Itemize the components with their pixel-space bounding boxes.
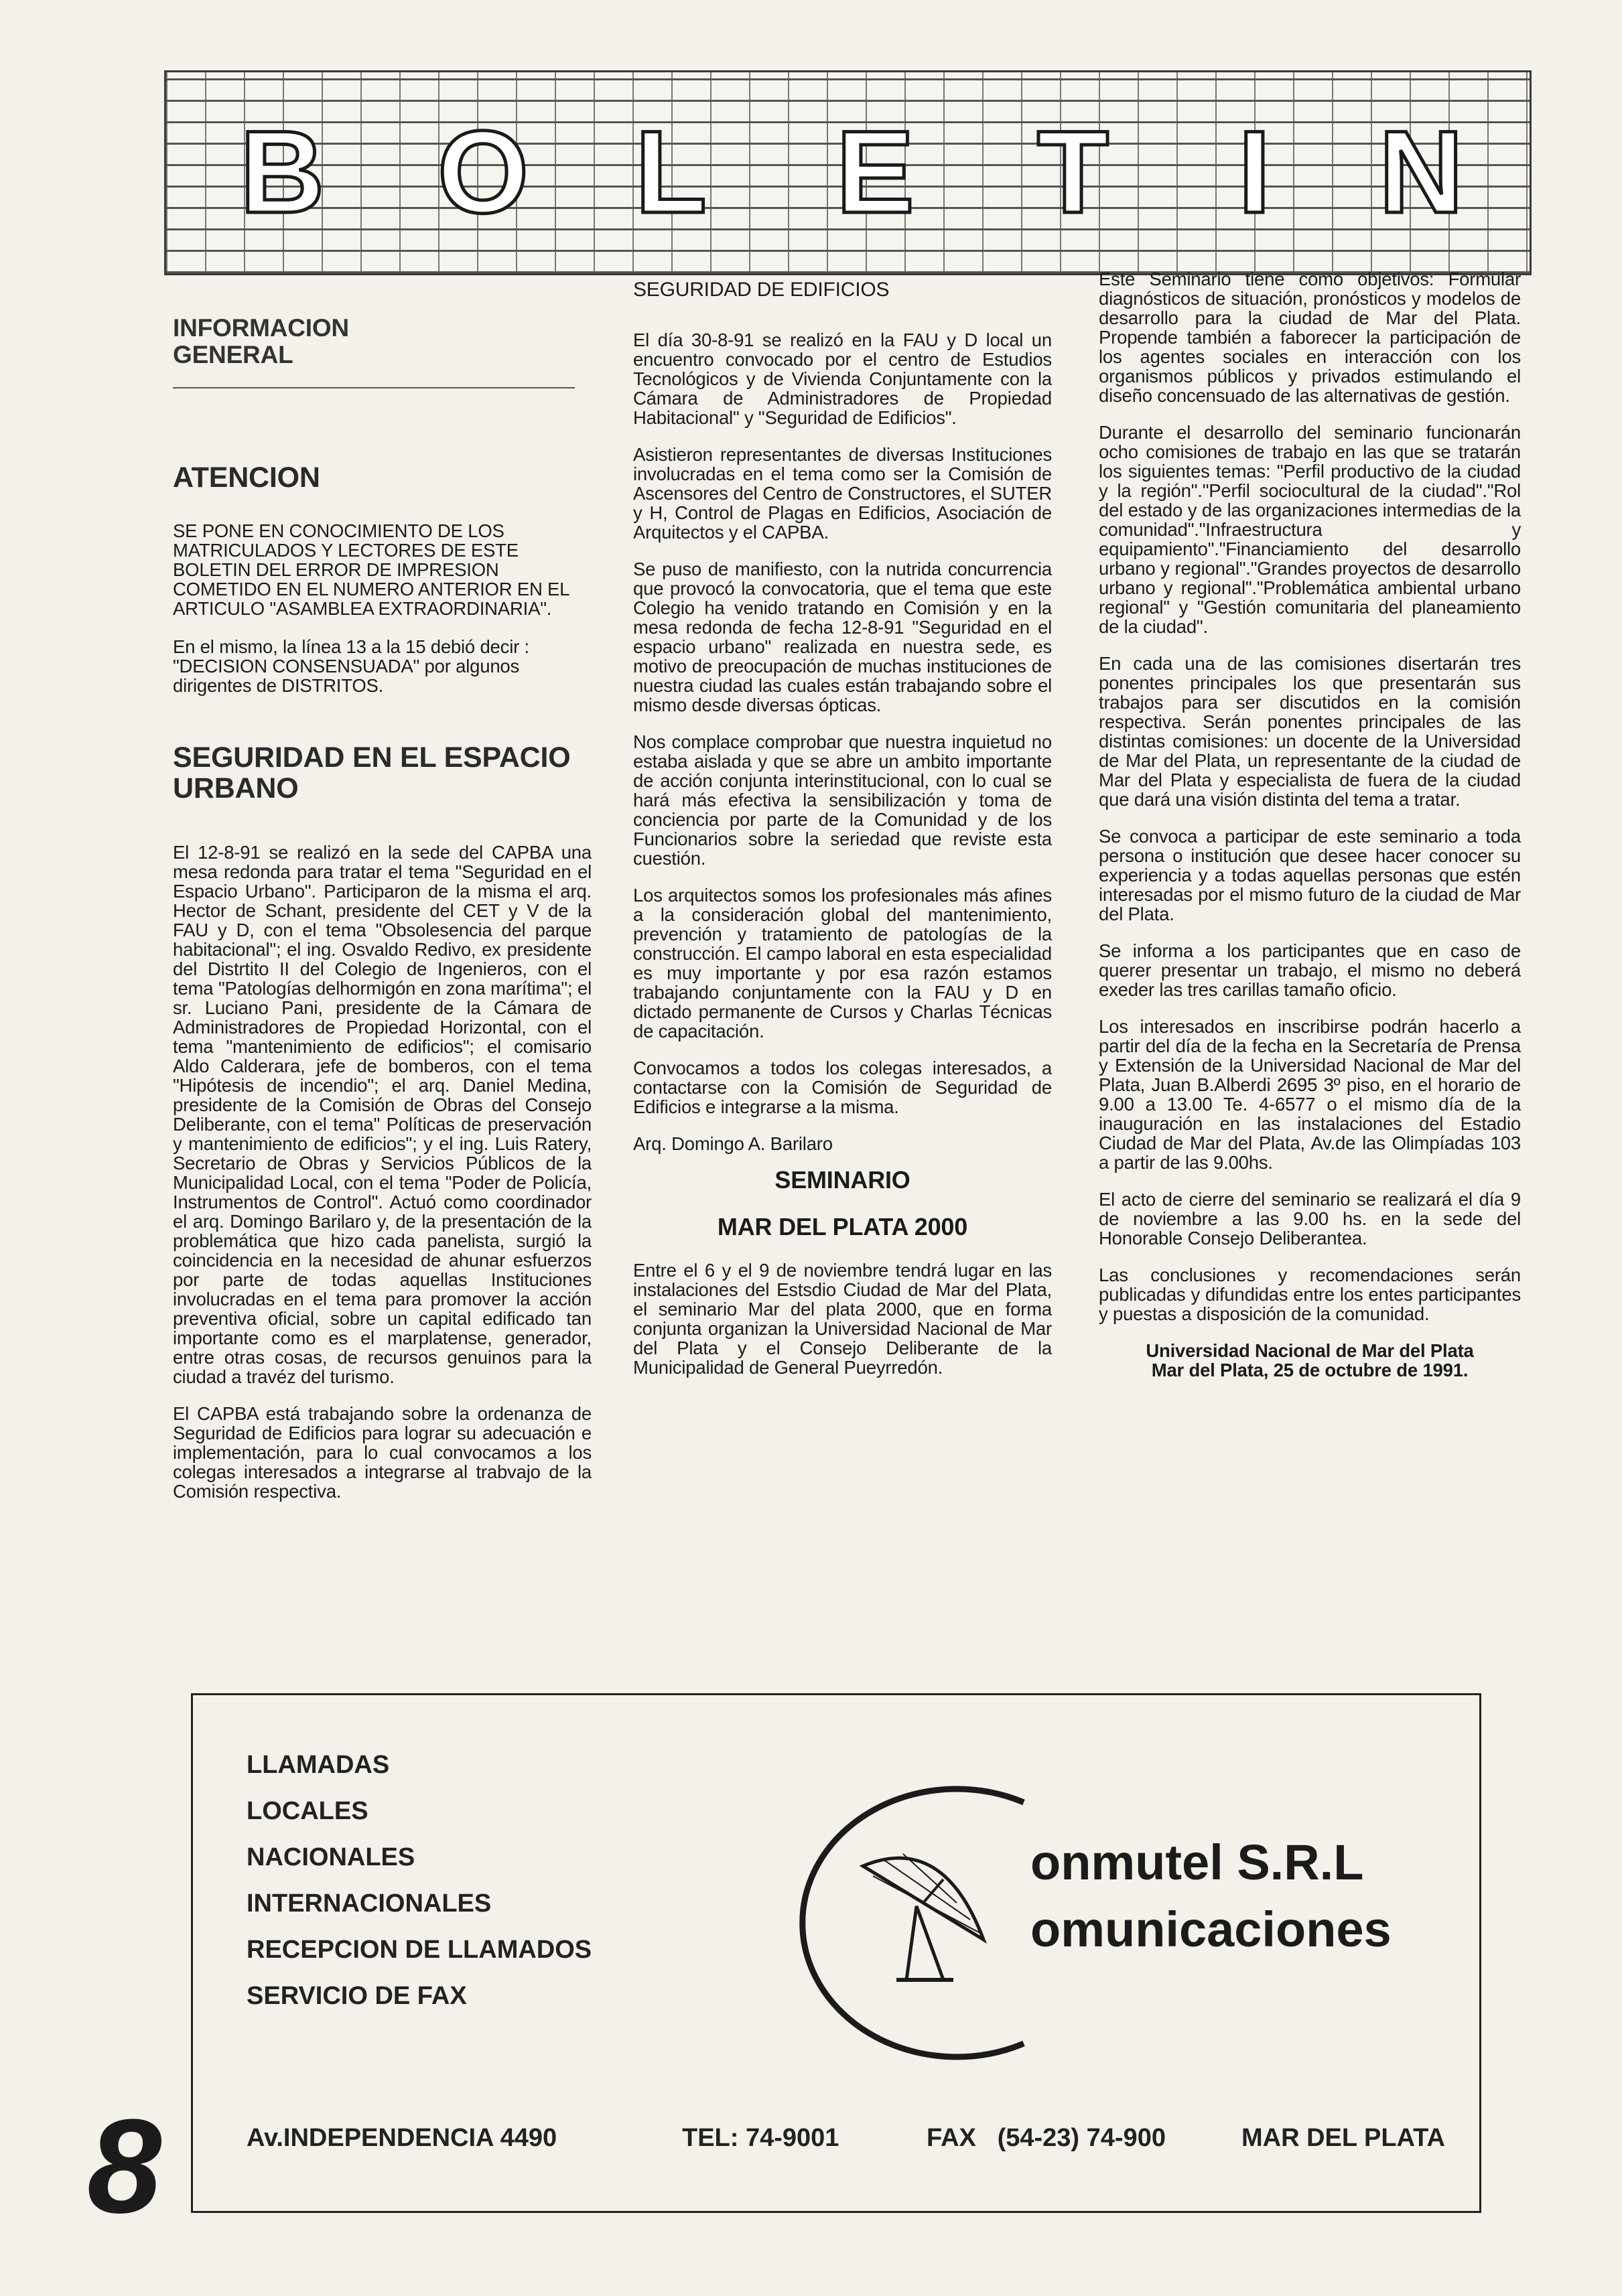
paragraph: Los interesados en inscribirse podrán hacerlo a partir del día de la fecha en la Secretaría de Prensa y Extensión de la Universidad Nacional de Mar del Plata, Juan B.Alberdi 2695 3º piso, en el horario de 9.00 a 13.00 Te. 4-6577 o el mismo día de la inauguración en las instalaciones del Estadio Ciudad de Mar del Plata, Av.de las Olimpíadas 103 a partir de las 9.00hs. <box>1099 1016 1521 1173</box>
address: Av.INDEPENDENCIA 4490 <box>247 2124 557 2152</box>
paragraph: Los arquitectos somos los profesionales más afines a la consideración global del mantenimiento, prevención y tratamiento de patologías de la construcción. El campo laboral en esta especialidad es muy importante y por esa razón estamos trabajando conjuntamente con la FAU y D en dictado permanente de Cursos y Charlas Técnicas de capacitación. <box>633 885 1052 1042</box>
divider <box>173 387 575 388</box>
service-item: LLAMADAS <box>247 1751 390 1779</box>
masthead-banner <box>164 70 1532 275</box>
masthead-letter: T <box>1037 107 1109 238</box>
masthead-letter: I <box>1238 107 1271 238</box>
service-item: RECEPCION DE LLAMADOS <box>247 1936 592 1964</box>
paragraph: Las conclusiones y recomendaciones serán publicadas y difundidas entre los entes participantes y puestas a disposición de la comunidad. <box>1099 1265 1521 1324</box>
services-list <box>247 1742 592 2019</box>
seminario-title: SEMINARIO <box>774 1166 910 1194</box>
column-2 <box>633 280 1052 1394</box>
paragraph: Durante el desarrollo del seminario funcionarán ocho comisiones de trabajo en las que se tratarán los siguientes temas: "Perfil productivo de la ciudad y la región"."Perfil sociocultural de la ciudad"."Rol del estado y de las organizaciones intermedias de la comunidad"."Infraestructura y equipamiento"."Financiamiento del desarrollo urbano y regional"."Grandes proyectos de desarrollo urbano y regional"."Problemática ambiental urbano regional" y "Gestión comunitaria del planeamiento de la ciudad". <box>1099 422 1521 637</box>
telephone: TEL: 74-9001 <box>682 2124 839 2152</box>
paragraph: El 12-8-91 se realizó en la sede del CAPBA una mesa redonda para tratar el tema "Seguridad en el Espacio Urbano". Participaron de la misma el arq. Hector de Schant, presidente del CET y V de la FAU y D, con el tema "Obsolesencia del parque habitacional"; el ing. Osvaldo Redivo, ex presidente del Distrtito II del Colegio de Ingenieros, con el tema "Patologías delhormigón en zona marítima"; el sr. Luciano Pani, presidente de la Cámara de Administradores de Propiedad Horizontal, con el tema "mantenimiento de edificios"; el comisario Aldo Calderara, jefe de bomberos, con el tema "Hipótesis de incendio"; el arq. Daniel Medina, presidente de la Comisión de Obras del Consejo Deliberante, con el tema" Políticas de preservación y mantenimiento de edificios"; y el ing. Luis Ratery, Secretario de Obras y Servicios Públicos de la Municipalidad Local, con el tema "Poder de Policía, Instrumentos de Control". Actuó como coordinador el arq. Domingo Barilaro y, de la presentación de la problemática que hizo cada panelista, surgió la coincidencia en la necesidad de ahunar esfuerzos por parte de todas aquellas Instituciones involucradas en el tema para promover la acción preventiva oficial, sobre un capital edificado tan importante como es el marplatense, generador, entre otras cosas, de recursos genuinos para la ciudad a travéz del turismo. <box>173 842 592 1387</box>
masthead-letter: L <box>635 107 707 238</box>
seguridad-urbano-title: SEGURIDAD EN EL ESPACIO URBANO <box>173 741 571 804</box>
paragraph: Nos complace comprobar que nuestra inquietud no estaba aislada y que se abre un ambito importante de acción conjunta interinstitucional, con lo cual se hará más efectiva la sensibilización y toma de conciencia por parte de la Comunidad y de los Funcionarios sobre la seriedad que reviste esta cuestión. <box>633 731 1052 869</box>
seguridad-edificios-title: SEGURIDAD DE EDIFICIOS <box>633 279 890 301</box>
seminario-subtitle: MAR DEL PLATA 2000 <box>717 1213 968 1240</box>
paragraph: Se convoca a participar de este seminario a toda persona o institución que desee hacer conocer su experiencia y a todas aquellas personas que estén interesadas por el mismo futuro de la ciudad de Mar del Plata. <box>1099 826 1521 924</box>
service-item: INTERNACIONALES <box>247 1889 492 1918</box>
paragraph: Convocamos a todos los colegas interesados, a contactarse con la Comisión de Seguridad de Edificios e integrarse a la misma. <box>633 1058 1052 1117</box>
paragraph: El día 30-8-91 se realizó en la FAU y D local un encuentro convocado por el centro de Estudios Tecnológicos y de Vivienda Conjuntamente con la Cámara de Administradores de Propiedad Habitacional" y "Seguridad de Edificios". <box>633 330 1052 428</box>
section-label: GENERAL <box>173 341 293 368</box>
city: MAR DEL PLATA <box>1241 2124 1445 2152</box>
paragraph: Entre el 6 y el 9 de noviembre tendrá lugar en las instalaciones del Estsdio Ciudad de Mar del Plata, el seminario Mar del plata 2000, que en forma conjunta organizan la Universidad Nacional de Mar del Plata y el Consejo Deliberante de la Municipalidad de General Pueyrredón. <box>633 1260 1052 1378</box>
page-number: 8 <box>87 2092 162 2241</box>
masthead-letter: E <box>836 107 915 238</box>
signature-institution: Universidad Nacional de Mar del Plata <box>1146 1340 1474 1361</box>
section-label: INFORMACION <box>173 314 349 342</box>
logo-line-1: onmutel S.R.L <box>1030 1835 1364 1890</box>
atencion-note: En el mismo, la línea 13 a la 15 debió decir : "DECISION CONSENSUADA" por algunos dirigentes de DISTRITOS. <box>173 636 529 696</box>
masthead-letter: O <box>437 107 529 238</box>
column-1 <box>173 315 592 1518</box>
column-3 <box>1099 269 1521 1380</box>
service-item: NACIONALES <box>247 1843 415 1871</box>
paragraph: Este Seminario tiene como objetivos: Formular diagnósticos de situación, pronósticos y modelos de desarrollo para la ciudad de Mar del Plata. Propende también a faborecer la participación de los agentes sociales en interacción con los organismos públicos y privados estimulando el diseño concensuado de las alternativas de gestión. <box>1099 269 1521 406</box>
paragraph: Asistieron representantes de diversas Instituciones involucradas en el tema como ser la Comisión de Ascensores del Centro de Constructores, el SUTER y H, Control de Plagas en Edificios, Asociación de Arquitectos y el CAPBA. <box>633 444 1052 543</box>
paragraph: Se puso de manifiesto, con la nutrida concurrencia que provocó la convocatoria, que el tema que este Colegio ha venido tratando en Comisión y en la mesa redonda de fecha 12-8-91 "Seguridad en el espacio urbano" realizada en nuestra sede, es motivo de preocupación de muchas instituciones de nuestra ciudad las cuales están trabajando sobre el mismo desde diversas ópticas. <box>633 559 1052 715</box>
atencion-body: SE PONE EN CONOCIMIENTO DE LOS MATRICULADOS Y LECTORES DE ESTE BOLETIN DEL ERROR DE IMPRESION COMETIDO EN EL NUMERO ANTERIOR EN EL ARTICULO "ASAMBLEA EXTRAORDINARIA". <box>173 520 569 619</box>
conmutel-logo <box>783 1776 1419 2070</box>
signature-date: Mar del Plata, 25 de octubre de 1991. <box>1151 1360 1469 1380</box>
service-item: SERVICIO DE FAX <box>247 1982 467 2010</box>
conmutel-advertisement <box>191 1693 1481 2213</box>
paragraph: Se informa a los participantes que en caso de querer presentar un trabajo, el mismo no deberá exeder las tres carillas tamaño oficio. <box>1099 940 1521 1000</box>
logo-line-2: omunicaciones <box>1030 1902 1392 1957</box>
paragraph: El acto de cierre del seminario se realizará el día 9 de noviembre a las 9.00 hs. en la sede del Honorable Consejo Deliberantea. <box>1099 1189 1521 1248</box>
satellite-dish-icon <box>863 1854 984 1980</box>
masthead-title <box>166 109 1530 236</box>
atencion-title: ATENCION <box>173 461 320 494</box>
masthead-letter: B <box>240 107 325 238</box>
signature: Arq. Domingo A. Barilaro <box>633 1133 833 1154</box>
service-item: LOCALES <box>247 1797 368 1825</box>
masthead-letter: N <box>1379 107 1464 238</box>
paragraph: En cada una de las comisiones disertarán tres ponentes principales los que presentarán sus trabajos para ser discutidos en la comisión respectiva. Serán ponentes principales de las distintas comisiones: un docente de la Universidad de Mar del Plata, un representante de la ciudad de Mar del Plata y especialista de fuera de la ciudad que dará una visión distinta del tema a tratar. <box>1099 653 1521 810</box>
paragraph: El CAPBA está trabajando sobre la ordenanza de Seguridad de Edificios para lograr su adecuación e implementación, para lo cual convocamos a los colegas interesados a integrarse al trabvajo de la Comisión respectiva. <box>173 1403 592 1502</box>
fax: FAX (54-23) 74-900 <box>927 2124 1166 2152</box>
